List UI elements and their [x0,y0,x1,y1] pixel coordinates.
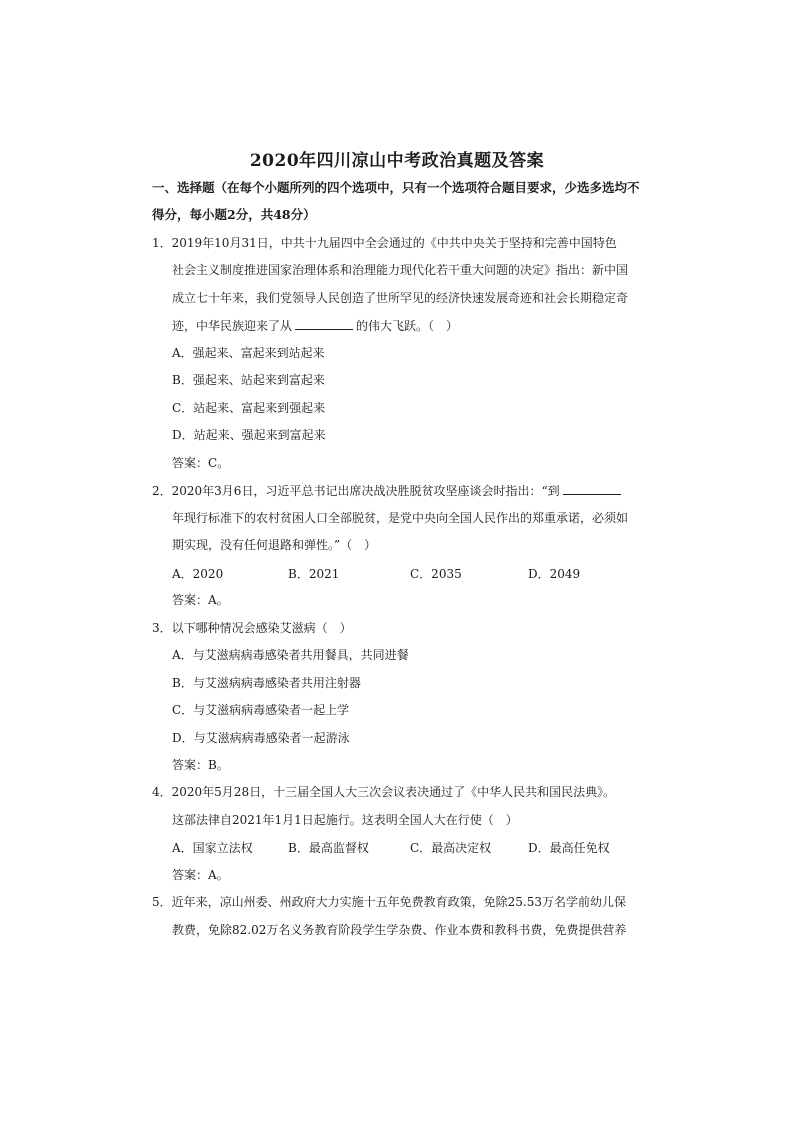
q3-line-1: 3．以下哪种情况会感染艾滋病（ ） [152,621,352,635]
q4-option-b: B．最高监督权 [288,841,369,855]
q1-option-d: D．站起来、强起来到富起来 [172,428,326,442]
q1-blank [295,317,353,330]
q1-option-a: A．强起来、富起来到站起来 [172,346,325,360]
q2-answer: 答案：A。 [172,593,229,607]
q2-blank [563,482,621,495]
q1-line-4 [172,317,458,334]
q2-line-1-text: 2．2020年3月6日，习近平总书记出席决战决胜脱贫攻坚座谈会时指出：“到 [152,484,560,498]
q1-line-4-start: 迹，中华民族迎来了从 [172,319,293,333]
q4-option-d: D．最高任免权 [528,841,610,855]
q5-line-2: 教费，免除82.02万名义务教育阶段学生学杂费、作业本费和教科书费，免费提供营养 [172,923,627,937]
q4-line-1: 4．2020年5月28日，十三届全国人大三次会议表决通过了《中华人民共和国民法典》。 [152,785,616,799]
q2-option-d: D．2049 [528,567,581,581]
q4-option-c: C．最高决定权 [410,841,492,855]
q1-option-c: C．站起来、富起来到强起来 [172,401,326,415]
q2-option-b: B．2021 [288,567,340,581]
q2-line-1 [152,482,621,499]
q1-line-4-end: 的伟大飞跃。（ ） [356,319,459,333]
q3-option-c: C．与艾滋病病毒感染者一起上学 [172,703,350,717]
q1-line-3: 成立七十年来，我们党领导人民创造了世所罕见的经济快速发展奇迹和社会长期稳定奇 [172,291,629,305]
q4-option-a: A．国家立法权 [172,841,253,855]
q2-line-3: 期实现，没有任何退路和弹性。”（ ） [172,538,377,552]
q3-answer: 答案：B。 [172,758,229,772]
q3-option-a: A．与艾滋病病毒感染者共用餐具，共同进餐 [172,648,409,662]
q2-option-c: C．2035 [410,567,462,581]
q4-line-2: 这部法律自2021年1月1日起施行。这表明全国人大在行使（ ） [172,813,518,827]
q1-line-2: 社会主义制度推进国家治理体系和治理能力现代化若干重大问题的决定》指出：新中国 [172,263,629,277]
q2-option-a: A．2020 [172,567,224,581]
section-heading-line-2: 得分，每小题2分，共48分） [152,207,316,222]
q3-option-b: B．与艾滋病病毒感染者共用注射器 [172,676,361,690]
section-heading-line-1: 一、选择题（在每个小题所列的四个选项中，只有一个选项符合题目要求，少选多选均不 [152,180,640,195]
q1-line-1: 1．2019年10月31日，中共十九届四中全会通过的《中共中央关于坚持和完善中国特色 [152,236,617,250]
q1-answer: 答案：C。 [172,456,230,470]
q5-line-1: 5．近年来，凉山州委、州政府大力实施十五年免费教育政策，免除25.53万名学前幼儿保 [152,895,626,909]
q2-line-2: 年现行标准下的农村贫困人口全部脱贫，是党中央向全国人民作出的郑重承诺，必须如 [172,511,629,525]
q4-answer: 答案：A。 [172,868,229,882]
q1-option-b: B．强起来、站起来到富起来 [172,373,325,387]
document-title: 2020年四川凉山中考政治真题及答案 [249,151,545,171]
q3-option-d: D．与艾滋病病毒感染者一起游泳 [172,731,350,745]
